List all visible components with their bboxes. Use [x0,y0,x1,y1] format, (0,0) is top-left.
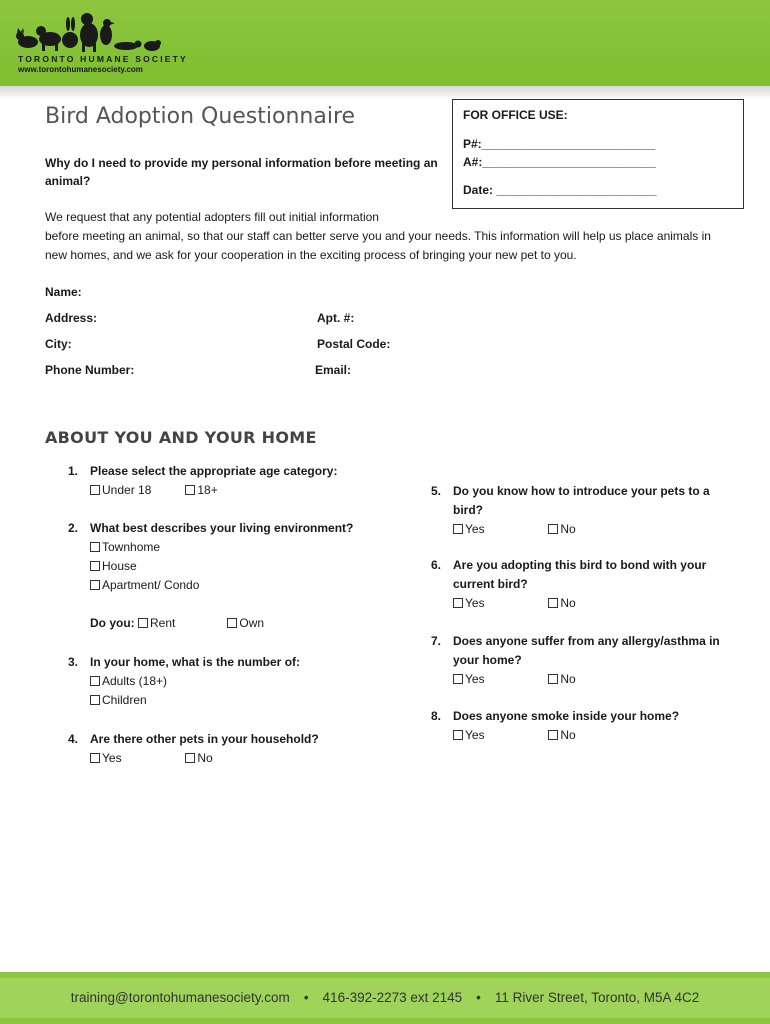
question-7-text: Does anyone suffer from any allergy/asthma in your home? [453,634,720,667]
q8-no-label: No [560,728,576,742]
question-3-text: In your home, what is the number of: [90,655,301,669]
intro-paragraph [45,208,725,265]
checkbox-icon [453,674,463,684]
footer-separator: • [303,990,309,1005]
page-title: Bird Adoption Questionnaire [45,104,356,129]
checkbox-icon [90,753,100,763]
question-4-text: Are there other pets in your household? [90,732,319,746]
checkbox-icon [185,753,195,763]
q4-no-checkbox[interactable] [185,749,212,768]
address-field[interactable]: Address: [45,311,98,325]
q2-own-label: Own [239,616,265,630]
question-6-text: Are you adopting this bird to bond with your current bird? [453,558,707,591]
q7-yes-label: Yes [465,672,485,686]
question-6 [431,556,733,613]
checkbox-icon [227,618,237,628]
animals-silhouette-icon [14,10,164,54]
q1-under-18-label: Under 18 [102,483,152,497]
question-5 [431,482,733,539]
org-logo[interactable] [14,10,188,78]
question-1 [68,462,390,500]
checkbox-icon [453,598,463,608]
section-title-about: ABOUT YOU AND YOUR HOME [45,428,317,447]
intro-line-2: before meeting an animal, so that our staff can better serve you and your needs. This information will help us place animals in new homes, and we ask for your cooperation in the exciting process of bringing your new pet to you. [45,229,711,262]
q3-adults-label: Adults (18+) [102,674,168,688]
question-1-number: 1. [68,464,79,478]
checkbox-icon [548,730,558,740]
q5-no-checkbox[interactable] [548,520,575,539]
q8-yes-label: Yes [465,728,485,742]
org-name: TORONTO HUMANE SOCIETY [18,54,188,64]
checkbox-icon [453,524,463,534]
header-shadow [0,86,770,100]
office-date-field[interactable]: Date: ________________________ [463,183,657,197]
question-7 [431,632,733,689]
footer-band [0,972,770,1024]
checkbox-icon [90,542,100,552]
q4-yes-checkbox[interactable] [90,749,182,768]
checkbox-icon [90,580,100,590]
q7-yes-checkbox[interactable] [453,670,545,689]
question-4-number: 4. [68,732,79,746]
org-url[interactable]: www.torontohumanesociety.com [18,65,143,74]
footer-address: 11 River Street, Toronto, M5A 4C2 [494,990,700,1005]
q3-adults-checkbox[interactable] [90,672,167,691]
question-2-number: 2. [68,521,79,535]
q2-own-checkbox[interactable] [227,614,264,633]
office-a-number-field[interactable]: A#:__________________________ [463,155,656,169]
phone-number-field[interactable]: Phone Number: [45,363,135,377]
why-question: Why do I need to provide my personal information before meeting an animal? [45,156,438,188]
office-p-number-field[interactable]: P#:__________________________ [463,137,656,151]
question-8-text: Does anyone smoke inside your home? [453,709,680,723]
checkbox-icon [548,598,558,608]
q2-apartment-label: Apartment/ Condo [102,578,200,592]
q6-yes-label: Yes [465,596,485,610]
footer-contact [0,978,770,1018]
checkbox-icon [90,561,100,571]
q6-no-label: No [560,596,576,610]
q6-no-checkbox[interactable] [548,594,575,613]
q5-yes-checkbox[interactable] [453,520,545,539]
q2-rent-label: Rent [150,616,176,630]
city-field[interactable]: City: [45,337,72,351]
q2-house-checkbox[interactable] [90,557,137,576]
question-5-number: 5. [431,484,442,498]
q2-apartment-checkbox[interactable] [90,576,199,595]
apt-field[interactable]: Apt. #: [317,311,355,325]
question-3 [68,653,390,710]
q8-yes-checkbox[interactable] [453,726,545,745]
question-8 [431,707,733,745]
question-7-number: 7. [431,634,442,648]
intro-line-1: We request that any potential adopters fill out initial information [45,210,379,224]
q7-no-checkbox[interactable] [548,670,575,689]
question-1-text: Please select the appropriate age category: [90,464,338,478]
q3-children-checkbox[interactable] [90,691,147,710]
checkbox-icon [453,730,463,740]
question-5-text: Do you know how to introduce your pets to a bird? [453,484,710,517]
question-2 [68,519,390,633]
question-3-number: 3. [68,655,79,669]
q4-no-label: No [197,751,213,765]
email-field[interactable]: Email: [315,363,352,377]
q4-yes-label: Yes [102,751,122,765]
footer-email-link[interactable]: training@torontohumanesociety.com [70,990,290,1005]
q1-18-plus-label: 18+ [197,483,218,497]
checkbox-icon [548,524,558,534]
q3-children-label: Children [102,693,147,707]
footer-phone[interactable]: 416-392-2273 ext 2145 [322,990,463,1005]
question-2-text: What best describes your living environment? [90,521,354,535]
q2-townhome-checkbox[interactable] [90,538,160,557]
q2-townhome-label: Townhome [102,540,161,554]
checkbox-icon [548,674,558,684]
q2-rent-checkbox[interactable] [138,614,224,633]
q8-no-checkbox[interactable] [548,726,575,745]
checkbox-icon [138,618,148,628]
checkbox-icon [90,676,100,686]
checkbox-icon [90,485,100,495]
q2-house-label: House [102,559,137,573]
office-use-box [452,99,744,209]
checkbox-icon [185,485,195,495]
office-use-title: FOR OFFICE USE: [463,108,568,122]
postal-code-field[interactable]: Postal Code: [317,337,391,351]
q6-yes-checkbox[interactable] [453,594,545,613]
footer-separator: • [476,990,481,1005]
q1-18-plus-checkbox[interactable] [185,481,217,500]
q5-yes-label: Yes [465,522,485,536]
q1-under-18-checkbox[interactable] [90,481,182,500]
question-6-number: 6. [431,558,442,572]
name-field[interactable]: Name: [45,285,82,299]
question-4 [68,730,390,768]
q7-no-label: No [560,672,576,686]
checkbox-icon [90,695,100,705]
q5-no-label: No [560,522,576,536]
header-band [0,0,770,86]
q2-do-you-label: Do you: [90,616,135,630]
question-8-number: 8. [431,709,442,723]
